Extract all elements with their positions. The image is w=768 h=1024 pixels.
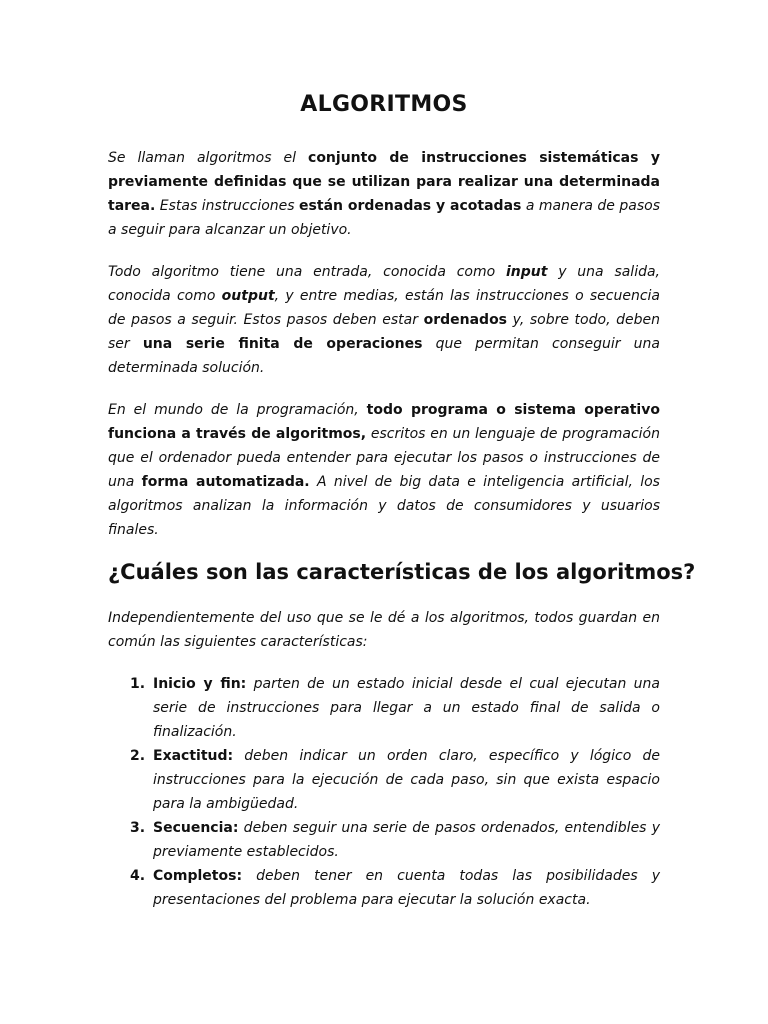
list-item-term: Exactitud:: [153, 748, 234, 764]
list-item-number: 1.: [130, 676, 146, 692]
text-run: Todo algoritmo tiene una entrada, conocida como: [108, 264, 506, 280]
list-item-number: 2.: [130, 748, 146, 764]
text-run: y, sobre todo, deben ser: [108, 312, 660, 352]
list-item-term: Completos:: [153, 868, 243, 884]
list-item-number: 4.: [130, 868, 146, 884]
list-item: [108, 744, 660, 816]
list-item: [108, 864, 660, 912]
text-run: Estas instrucciones: [155, 198, 300, 214]
list-item-description: deben seguir una serie de pasos ordenados, entendibles y previamente establecidos.: [153, 820, 660, 860]
list-item-number: 3.: [130, 820, 146, 836]
text-run: escritos en un lenguaje de programación que el ordenador pueda entender para ejecutar los pasos o instrucciones de una: [108, 426, 660, 490]
text-run-bold: están ordenadas y acotadas: [299, 198, 522, 214]
document-title: ALGORITMOS: [300, 92, 468, 117]
text-run: que permitan conseguir una determinada solución.: [108, 336, 660, 376]
list-item-term: Inicio y fin:: [153, 676, 247, 692]
list-item-description: deben tener en cuenta todas las posibilidades y presentaciones del problema para ejecutar la solución exacta.: [153, 868, 660, 908]
section-heading: ¿Cuáles son las características de los algoritmos?: [108, 560, 696, 584]
paragraph-input-output: [108, 260, 660, 380]
text-run: Se llaman: [108, 150, 197, 166]
list-item-description: deben indicar un orden claro, específico y lógico de instrucciones para la ejecución de cada paso, sin que exista espacio para la ambigüedad.: [153, 748, 660, 812]
text-run-italic: algoritmos: [196, 150, 272, 166]
text-run: el: [271, 150, 309, 166]
list-item: [108, 672, 660, 744]
text-run: e inteligencia artificial, los algoritmos analizan la información y datos de consumidores y usuarios finales.: [108, 474, 660, 538]
text-run-bold: conjunto de instrucciones sistemáticas y previamente definidas que se utilizan para realizar una determinada tarea.: [108, 150, 660, 214]
text-run: En el mundo de la programación,: [108, 402, 367, 418]
text-run-italic: big data: [399, 474, 460, 490]
text-run: a manera de pasos a seguir para alcanzar un objetivo.: [108, 198, 660, 238]
paragraph-definition: [108, 146, 660, 242]
list-item-term: Secuencia:: [153, 820, 239, 836]
text-run: A nivel de: [309, 474, 400, 490]
list-item: [108, 816, 660, 864]
text-run-bold: todo programa o sistema operativo funciona a través de algoritmos,: [108, 402, 660, 442]
paragraph-programming: [108, 398, 660, 542]
paragraph-intro: Independientemente del uso que se le dé a los algoritmos, todos guardan en común las siguientes características:: [108, 610, 660, 650]
text-run-bold-italic: output: [221, 288, 275, 304]
text-run: y una salida, conocida como: [108, 264, 661, 304]
text-run-bold: forma automatizada.: [141, 474, 310, 490]
text-run-bold-italic: input: [505, 264, 548, 280]
list-item-description: parten de un estado inicial desde el cual ejecutan una serie de instrucciones para llegar a un estado final de salida o finalización.: [153, 676, 660, 740]
text-run: , y entre medias, están las instrucciones o secuencia de pasos a seguir. Estos pasos deben estar: [108, 288, 660, 328]
features-list: [108, 672, 660, 912]
text-run-bold: una serie finita de operaciones: [142, 336, 423, 352]
text-run-bold: ordenados: [423, 312, 508, 328]
